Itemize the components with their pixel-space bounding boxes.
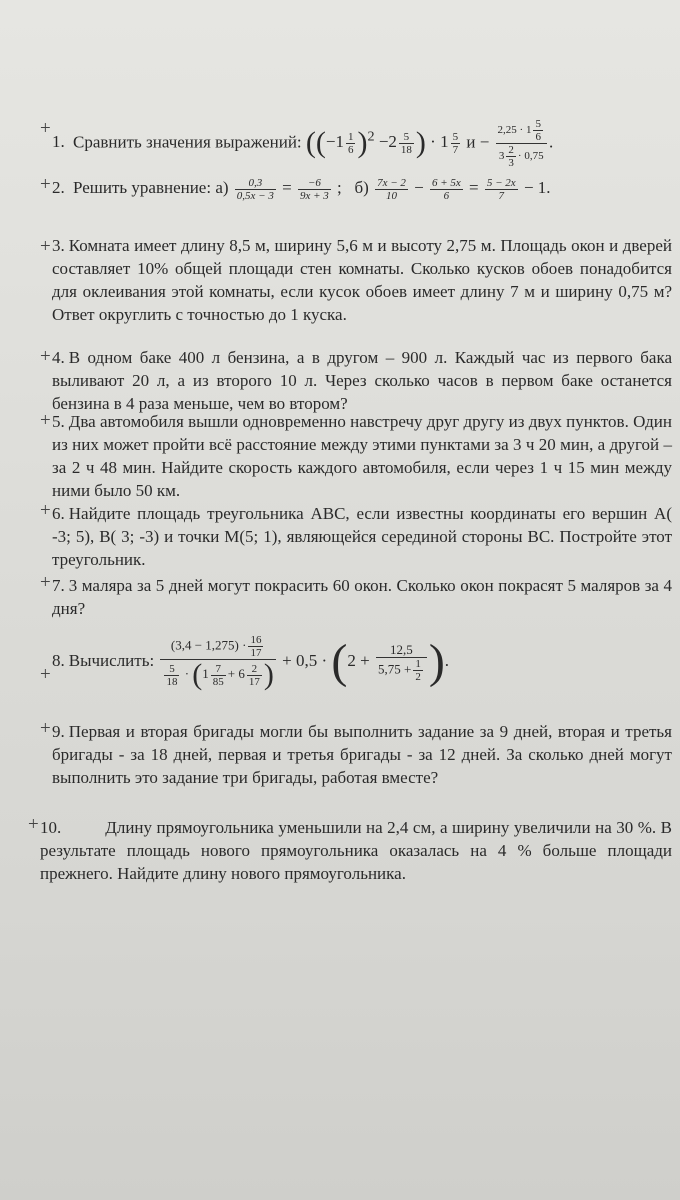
check-mark: +: [40, 500, 51, 521]
check-mark: +: [40, 664, 51, 685]
check-mark: +: [40, 346, 51, 367]
check-mark: +: [40, 410, 51, 431]
problem-2: 2. Решить уравнение: а) $\frac{0,3}{0,5x - 3}$ = $\frac{-6}{9x + 3}$ ; б) $\frac{7x - 2}{10}$ − $\frac{6 + 5x}{6}$ = $\frac{5 - 2x}{7}$ − 1.: [52, 176, 551, 202]
expression-2: 2,25 · 1 $\frac{5}{6}$ 3 $\frac{2}{3}$ · 0,75: [496, 118, 547, 169]
problem-6: 6. Найдите площадь треугольника ABC, если известны координаты его вершин A( -3; 5), B( 3; -3) и точки M(5; 1), являющейся серединой стороны BC. Постройте этот треугольник.: [52, 504, 672, 569]
problem-1: 1. Сравнить значения выражений: ((−1 $\frac{1}{6}$ )$^2$ −2 $\frac{5}{18}$ ) · 1 $\frac{5}{7}$ и − 2,25 · 1 $\frac{5}{6}$ 3 $\frac{2}{3}$ · 0,75 .: [52, 118, 554, 169]
problem-7: 7. 3 маляра за 5 дней могут покрасить 60 окон. Сколько окон покрасят 5 маляров за 4 дня?: [52, 576, 672, 618]
problem-8: 8. Вычислить: (3,4 − 1,275) · $\frac{16}{17}$ $\frac{5}{18}$ · (1 $\frac{7}{85}$ + 6 $\frac{2}{17}$ ) + 0,5 · (2 + 12,5 5,75 + $\frac{1}{2}$ ).: [52, 634, 450, 691]
problem-text: Сравнить значения выражений:: [73, 132, 302, 152]
problem-4: 4. В одном баке 400 л бензина, а в другом – 900 л. Каждый час из первого бака выливают 20 л, а из второго 10 л. Через сколько часов в первом баке останется бензина в 4 раза меньше, чем во втором?: [52, 348, 672, 413]
expression-8: (3,4 − 1,275) · $\frac{16}{17}$ $\frac{5}{18}$ · (1 $\frac{7}{85}$ + 6 $\frac{2}{17}$ ): [160, 634, 275, 690]
problem-10: 10. Длину прямоугольника уменьшили на 2,4 см, а ширину увеличили на 30 %. В результате площадь нового прямоугольника оказалась на 4 % больше площади прежнего. Найдите длину нового прямоугольника.: [40, 818, 672, 883]
problem-text: Решить уравнение: а): [73, 178, 229, 197]
problem-3: 3. Комната имеет длину 8,5 м, ширину 5,6 м и высоту 2,75 м. Площадь окон и дверей составляет 10% общей площади стен комнаты. Сколько кусков обоев понадобится для оклеивания этой комнаты, если кусок обоев имеет длину 7 м и ширину 0,75 м? Ответ округлить с точностью до 1 куска.: [52, 236, 672, 324]
check-mark: +: [40, 118, 51, 139]
check-mark: +: [40, 572, 51, 593]
check-mark: +: [40, 174, 51, 195]
check-mark: +: [40, 236, 51, 257]
problem-5: 5. Два автомобиля вышли одновременно навстречу друг другу из двух пунктов. Один из них может пройти всё расстояние между этими пунктами за 3 ч 20 мин, а другой – за 2 ч 48 мин. Найдите скорость каждого автомобиля, если через 1 ч 15 мин между ними было 50 км.: [52, 412, 672, 500]
check-mark: +: [40, 718, 51, 739]
expression-1: ((−1 $\frac{1}{6}$ )$^2$ −2 $\frac{5}{18}$ ) · 1 $\frac{5}{7}$: [305, 126, 459, 160]
check-mark: +: [28, 814, 39, 835]
problem-number: 1.: [52, 132, 65, 152]
problem-9: 9. Первая и вторая бригады могли бы выполнить задание за 9 дней, вторая и третья бригады - за 18 дней, первая и третья бригады - за 12 дней. За сколько дней могут выполнить это задание три бригады, работая вместе?: [52, 722, 672, 787]
